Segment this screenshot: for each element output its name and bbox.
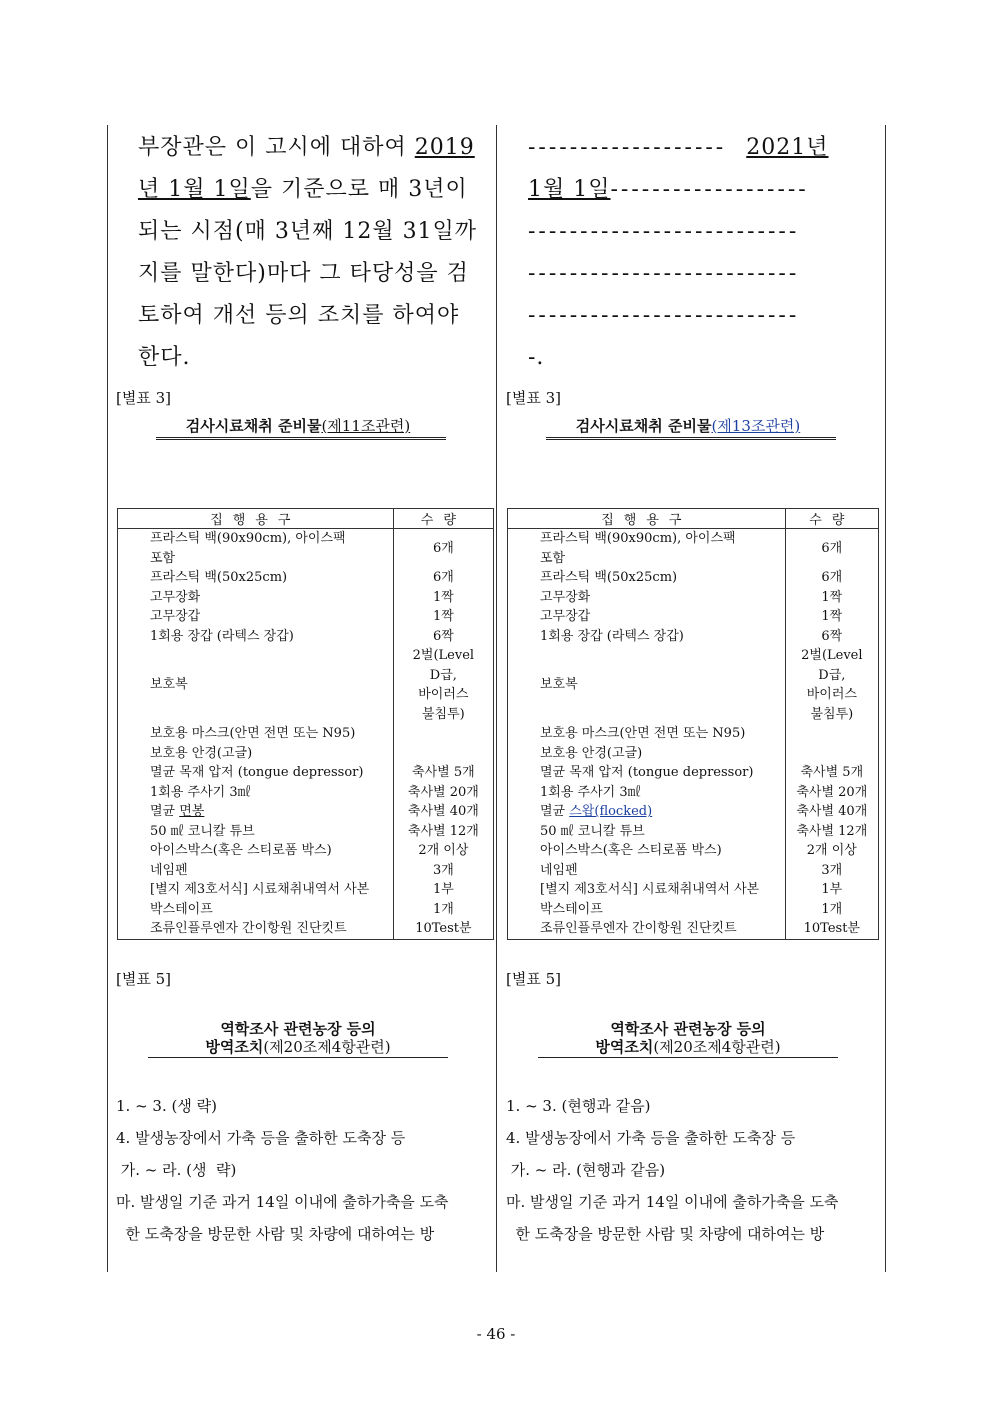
item-qty: 1짝 (785, 607, 878, 627)
table-row (508, 588, 879, 608)
annex5-title-line1: 역학조사 관련농장 등의 (220, 1020, 376, 1038)
item-name: 고무장갑 (118, 607, 394, 627)
body-line-1: 1. ~ 3. (현행과 같음) (506, 1097, 651, 1115)
table-row (508, 607, 879, 627)
item-qty: 10Test분 (785, 919, 878, 939)
annex3-label: [별표 3] (116, 389, 171, 407)
annex5-title-main: 방역조치 (205, 1038, 264, 1056)
item-name: 50 ㎖ 코니칼 튜브 (508, 822, 786, 842)
intro-line-2 (528, 169, 809, 211)
item-qty: 6짝 (785, 627, 878, 647)
table-row (118, 607, 494, 627)
intro-line-1 (138, 127, 475, 169)
equipment-table (117, 508, 494, 940)
item-qty (785, 744, 878, 764)
item-qty: 1짝 (393, 588, 493, 608)
item-name: 보호복 (118, 646, 394, 724)
item-name: [별지 제3호서식] 시료채취내역서 사본 (118, 880, 394, 900)
table-row (508, 841, 879, 861)
table-row (118, 880, 494, 900)
item-qty: 1개 (785, 900, 878, 920)
annex5-title-ref: (제20조제4항관련) (653, 1038, 781, 1056)
item-name: [별지 제3호서식] 시료채취내역서 사본 (508, 880, 786, 900)
table-body (118, 529, 494, 940)
body-line-2: 4. 발생농장에서 가축 등을 출하한 도축장 등 (116, 1129, 406, 1147)
intro-date-year: 2021년 (746, 135, 829, 160)
intro-line-2 (138, 169, 468, 211)
item-qty: 1짝 (785, 588, 878, 608)
item-qty (785, 724, 878, 744)
item-name: 아이스박스(혹은 스티로폼 박스) (118, 841, 394, 861)
table-row (508, 919, 879, 939)
item-qty: 10Test분 (393, 919, 493, 939)
item-name: 프라스틱 백(50x25cm) (508, 568, 786, 588)
table-row (508, 783, 879, 803)
table-row (508, 861, 879, 881)
item-qty: 3개 (785, 861, 878, 881)
intro-line-4: 지를 말한다)마다 그 타당성을 검 (138, 261, 469, 286)
item-qty: 2벌(Level D급, 바이러스 불침투) (393, 646, 493, 724)
item-name: 보호복 (508, 646, 786, 724)
intro-line-4: -------------------------- (528, 261, 800, 286)
table-row (118, 783, 494, 803)
annex3-label: [별표 3] (506, 389, 561, 407)
header-name: 집행용구 (508, 509, 786, 529)
item-name: 1회용 주사기 3㎖ (508, 783, 786, 803)
annex3-title (538, 415, 838, 436)
body-line-5: 한 도축장을 방문한 사람 및 차량에 대하여는 방 (116, 1225, 435, 1243)
intro-line-6: 한다. (138, 345, 191, 370)
center-divider (496, 125, 497, 1272)
intro-dashes: ------------------- (528, 135, 747, 160)
table-row (118, 763, 494, 783)
item-qty: 축사별 20개 (393, 783, 493, 803)
item-name: 1회용 장갑 (라텍스 장갑) (118, 627, 394, 647)
item-qty: 6개 (785, 529, 878, 569)
annex5-title-ref: (제20조제4항관련) (263, 1038, 391, 1056)
item-qty: 2벌(Level D급, 바이러스 불침투) (785, 646, 878, 724)
table-row (508, 900, 879, 920)
table-row (508, 763, 879, 783)
item-qty: 6짝 (393, 627, 493, 647)
item-name: 프라스틱 백(90x90cm), 아이스팩 포함 (508, 529, 786, 569)
item-qty (393, 744, 493, 764)
item-name: 멸균 스왑(flocked) (508, 802, 786, 822)
item-name: 고무장갑 (508, 607, 786, 627)
table-row (508, 744, 879, 764)
table-row (118, 841, 494, 861)
intro-line-6: -. (528, 345, 545, 370)
body-line-1: 1. ~ 3. (생 략) (116, 1097, 217, 1115)
table-row (118, 744, 494, 764)
header-name: 집행용구 (118, 509, 394, 529)
item-qty: 축사별 20개 (785, 783, 878, 803)
item-name: 프라스틱 백(50x25cm) (118, 568, 394, 588)
intro-line-3: 되는 시점(매 3년째 12월 31일까 (138, 219, 478, 244)
table-row (118, 822, 494, 842)
header-qty: 수량 (393, 509, 493, 529)
item-name: 멸균 면봉 (118, 802, 394, 822)
item-name: 고무장화 (508, 588, 786, 608)
annex3-title-ref: (제11조관련) (321, 417, 411, 435)
table-header (118, 509, 494, 529)
annex3-title-ref: (제13조관련) (711, 417, 801, 435)
item-qty: 축사별 12개 (785, 822, 878, 842)
intro-date: 년 1월 1일 (138, 177, 251, 202)
item-qty: 1부 (785, 880, 878, 900)
table-row (118, 568, 494, 588)
intro-date-year: 2019 (414, 135, 475, 160)
annex5-label: [별표 5] (506, 970, 561, 988)
intro-line-5: -------------------------- (528, 303, 800, 328)
item-name: 보호용 안경(고글) (118, 744, 394, 764)
item-name: 박스테이프 (508, 900, 786, 920)
item-qty: 1개 (393, 900, 493, 920)
item-name: 보호용 마스크(안면 전면 또는 N95) (508, 724, 786, 744)
annex3-title-text: 검사시료채취 준비물 (575, 417, 712, 435)
item-qty: 1부 (393, 880, 493, 900)
table-row (118, 900, 494, 920)
annex3-title-text: 검사시료채취 준비물 (185, 417, 322, 435)
table-row (508, 880, 879, 900)
header-qty: 수량 (785, 509, 878, 529)
table-row (118, 627, 494, 647)
annex5-title-line1: 역학조사 관련농장 등의 (610, 1020, 766, 1038)
table-row (118, 861, 494, 881)
item-qty: 축사별 5개 (785, 763, 878, 783)
item-name: 보호용 마스크(안면 전면 또는 N95) (118, 724, 394, 744)
item-name: 조류인플루엔자 간이항원 진단킷트 (508, 919, 786, 939)
table-row (118, 802, 494, 822)
item-name: 보호용 안경(고글) (508, 744, 786, 764)
table-row (118, 646, 494, 724)
table-row (508, 822, 879, 842)
item-qty: 2개 이상 (393, 841, 493, 861)
table-row (508, 646, 879, 724)
body-line-3: 가. ~ 라. (생 략) (116, 1161, 237, 1179)
item-name: 멸균 목재 압저 (tongue depressor) (118, 763, 394, 783)
table-row (508, 568, 879, 588)
body-line-3: 가. ~ 라. (현행과 같음) (506, 1161, 666, 1179)
annex3-title-rule (156, 437, 446, 440)
body-line-4: 마. 발생일 기준 과거 14일 이내에 출하가축을 도축 (506, 1193, 839, 1211)
annex5-title-line2 (148, 1036, 448, 1058)
item-qty: 축사별 40개 (393, 802, 493, 822)
item-qty: 축사별 5개 (393, 763, 493, 783)
item-qty: 6개 (785, 568, 878, 588)
table-row (118, 588, 494, 608)
item-name: 1회용 장갑 (라텍스 장갑) (508, 627, 786, 647)
item-name: 아이스박스(혹은 스티로폼 박스) (508, 841, 786, 861)
table-row (118, 724, 494, 744)
body-line-5: 한 도축장을 방문한 사람 및 차량에 대하여는 방 (506, 1225, 825, 1243)
annex3-title (148, 415, 448, 436)
item-name: 네임펜 (118, 861, 394, 881)
item-name: 프라스틱 백(90x90cm), 아이스팩 포함 (118, 529, 394, 569)
item-qty: 2개 이상 (785, 841, 878, 861)
table-row (508, 529, 879, 569)
intro-line-1 (528, 127, 828, 169)
annex3-title-rule (546, 437, 836, 440)
annex5-label: [별표 5] (116, 970, 171, 988)
table-row (508, 627, 879, 647)
item-name: 멸균 목재 압저 (tongue depressor) (508, 763, 786, 783)
right-border (885, 125, 886, 1272)
table-row (118, 919, 494, 939)
item-qty (393, 724, 493, 744)
intro-line-3: -------------------------- (528, 219, 800, 244)
intro-text: 부장관은 이 고시에 대하여 (138, 135, 415, 160)
page-number: - 46 - (476, 1325, 516, 1343)
table-row (508, 802, 879, 822)
table-body (508, 529, 879, 940)
item-name: 1회용 주사기 3㎖ (118, 783, 394, 803)
item-name: 50 ㎖ 코니칼 튜브 (118, 822, 394, 842)
table-row (118, 529, 494, 569)
item-qty: 6개 (393, 568, 493, 588)
intro-date: 1월 1일 (528, 177, 611, 202)
item-qty: 축사별 40개 (785, 802, 878, 822)
item-qty: 6개 (393, 529, 493, 569)
annex5-title-main: 방역조치 (595, 1038, 654, 1056)
annex5-title-line2 (538, 1036, 838, 1058)
item-name: 박스테이프 (118, 900, 394, 920)
equipment-table (507, 508, 879, 940)
body-line-4: 마. 발생일 기준 과거 14일 이내에 출하가축을 도축 (116, 1193, 449, 1211)
item-qty: 1짝 (393, 607, 493, 627)
left-border (107, 125, 108, 1272)
item-name: 조류인플루엔자 간이항원 진단킷트 (118, 919, 394, 939)
table-row (508, 724, 879, 744)
item-name: 고무장화 (118, 588, 394, 608)
item-name: 네임펜 (508, 861, 786, 881)
intro-dashes: ------------------- (610, 177, 809, 202)
intro-text: 을 기준으로 매 3년이 (250, 177, 468, 202)
item-qty: 축사별 12개 (393, 822, 493, 842)
body-line-2: 4. 발생농장에서 가축 등을 출하한 도축장 등 (506, 1129, 796, 1147)
item-qty: 3개 (393, 861, 493, 881)
table-header (508, 509, 879, 529)
intro-line-5: 토하여 개선 등의 조치를 하여야 (138, 303, 460, 328)
